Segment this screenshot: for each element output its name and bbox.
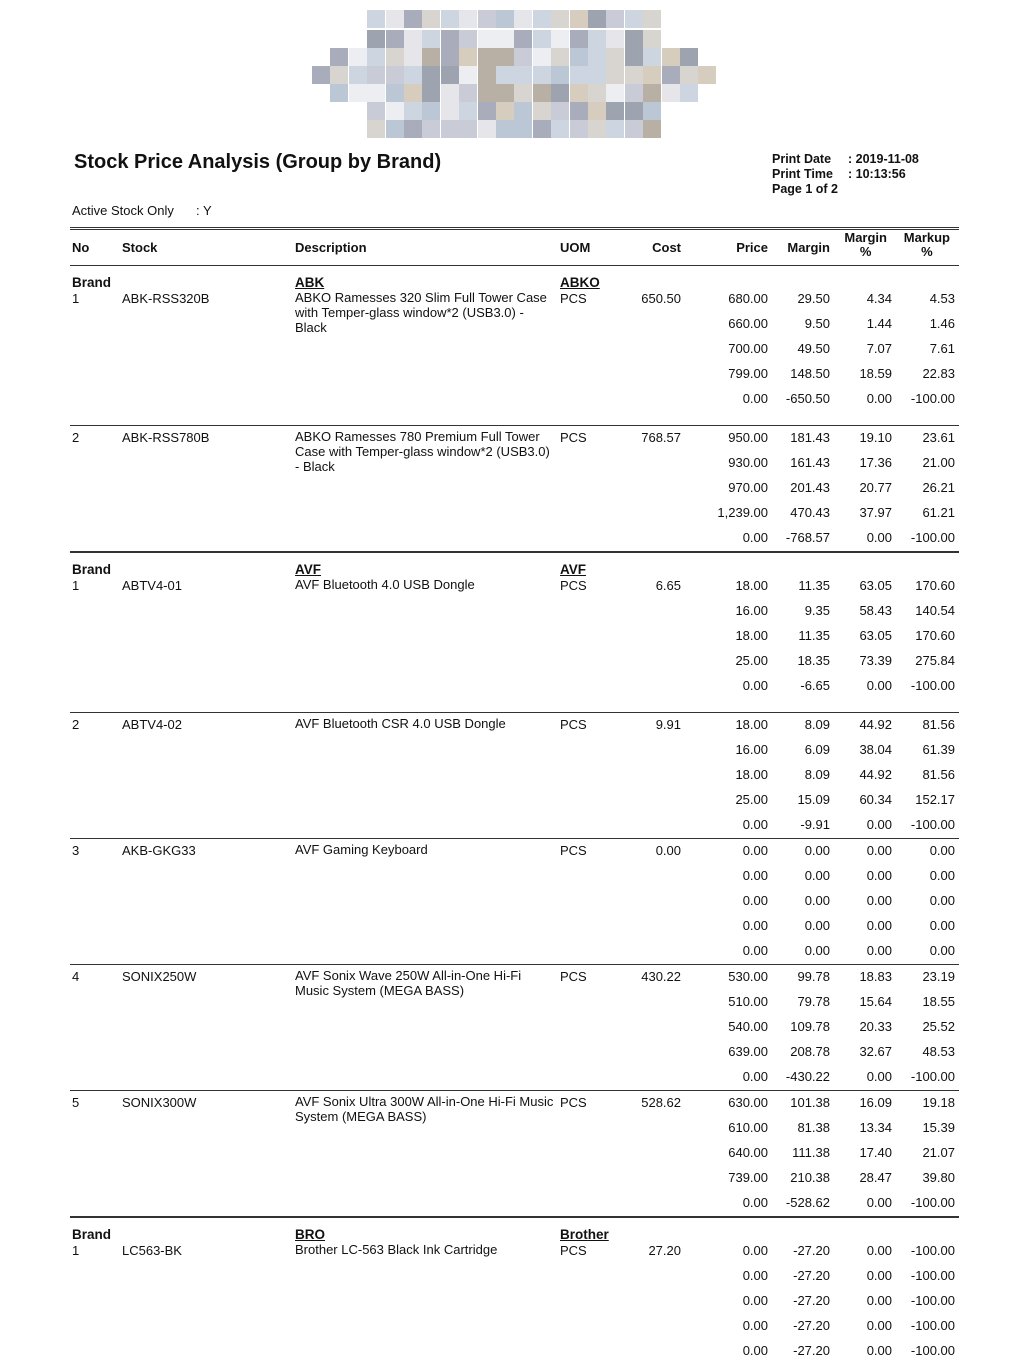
stock-table bbox=[70, 227, 959, 1357]
price-row bbox=[70, 505, 959, 530]
markup-pct: 18.55 bbox=[922, 994, 955, 1009]
margin: -27.20 bbox=[793, 1318, 830, 1333]
margin-pct: 1.44 bbox=[866, 316, 892, 331]
margin: -27.20 bbox=[793, 1268, 830, 1283]
markup-pct: -100.00 bbox=[910, 1293, 955, 1308]
margin: -650.50 bbox=[785, 391, 830, 406]
markup-pct: 7.61 bbox=[929, 341, 955, 356]
brand-name: ABKO bbox=[560, 275, 600, 290]
price: 0.00 bbox=[742, 530, 768, 545]
stock-item bbox=[70, 577, 959, 712]
item-uom: PCS bbox=[560, 1243, 587, 1258]
margin-pct: 15.64 bbox=[859, 994, 892, 1009]
stock-item bbox=[70, 964, 959, 1090]
item-cost: 768.57 bbox=[641, 430, 681, 445]
margin-pct: 0.00 bbox=[866, 1318, 892, 1333]
markup-pct: -100.00 bbox=[910, 817, 955, 832]
price: 950.00 bbox=[728, 430, 768, 445]
margin-pct: 18.59 bbox=[859, 366, 892, 381]
margin: 109.78 bbox=[790, 1019, 830, 1034]
price-row bbox=[70, 653, 959, 678]
markup-pct: 61.39 bbox=[922, 742, 955, 757]
margin: 49.50 bbox=[797, 341, 830, 356]
price: 0.00 bbox=[742, 817, 768, 832]
margin-pct: 28.47 bbox=[859, 1170, 892, 1185]
price: 18.00 bbox=[735, 578, 768, 593]
price-row bbox=[70, 316, 959, 341]
price: 700.00 bbox=[728, 341, 768, 356]
item-cost: 0.00 bbox=[655, 843, 681, 858]
item-cost: 27.20 bbox=[648, 1243, 681, 1258]
margin: 161.43 bbox=[790, 455, 830, 470]
margin-pct: 19.10 bbox=[859, 430, 892, 445]
item-no: 1 bbox=[72, 1243, 80, 1258]
col-price: Price bbox=[736, 240, 768, 255]
item-description: AVF Sonix Wave 250W All-in-One Hi-Fi Music System (MEGA BASS) bbox=[295, 968, 522, 998]
markup-pct: 0.00 bbox=[929, 843, 955, 858]
brand-label: Brand bbox=[72, 275, 112, 290]
markup-pct: 170.60 bbox=[915, 578, 955, 593]
price-row bbox=[70, 994, 959, 1019]
item-cost: 9.91 bbox=[655, 717, 681, 732]
price-row bbox=[70, 1019, 959, 1044]
margin-pct: 17.40 bbox=[859, 1145, 892, 1160]
margin-pct: 37.97 bbox=[859, 505, 892, 520]
print-time-label: Print Time bbox=[772, 167, 833, 181]
item-no: 3 bbox=[72, 843, 80, 858]
margin-pct: 0.00 bbox=[866, 391, 892, 406]
margin: 210.38 bbox=[790, 1170, 830, 1185]
margin: 8.09 bbox=[804, 717, 830, 732]
price: 639.00 bbox=[728, 1044, 768, 1059]
markup-pct: -100.00 bbox=[910, 1243, 955, 1258]
margin: 9.50 bbox=[804, 316, 830, 331]
price-row bbox=[70, 480, 959, 505]
price: 0.00 bbox=[742, 1268, 768, 1283]
markup-pct: -100.00 bbox=[910, 530, 955, 545]
margin-pct: 44.92 bbox=[859, 717, 892, 732]
margin: 29.50 bbox=[797, 291, 830, 306]
item-cost: 6.65 bbox=[655, 578, 681, 593]
report-title: Stock Price Analysis (Group by Brand) bbox=[74, 151, 442, 173]
margin-pct: 0.00 bbox=[866, 1293, 892, 1308]
item-uom: PCS bbox=[560, 969, 587, 984]
stock-item bbox=[70, 1242, 959, 1357]
item-description: AVF Gaming Keyboard bbox=[295, 842, 428, 857]
margin: 8.09 bbox=[804, 767, 830, 782]
margin-pct: 0.00 bbox=[866, 1195, 892, 1210]
item-uom: PCS bbox=[560, 430, 587, 445]
item-description: ABKO Ramesses 320 Slim Full Tower Case with Temper-glass window*2 (USB3.0) - Black bbox=[295, 290, 547, 335]
margin: 181.43 bbox=[790, 430, 830, 445]
markup-pct: 140.54 bbox=[915, 603, 955, 618]
item-description: Brother LC-563 Black Ink Cartridge bbox=[295, 1242, 498, 1257]
price-row bbox=[70, 291, 959, 316]
price-row bbox=[70, 742, 959, 767]
item-uom: PCS bbox=[560, 843, 587, 858]
print-info bbox=[772, 152, 919, 197]
margin-pct: 73.39 bbox=[859, 653, 892, 668]
margin: 11.35 bbox=[798, 628, 830, 643]
markup-pct: -100.00 bbox=[910, 1318, 955, 1333]
margin: -27.20 bbox=[793, 1343, 830, 1357]
item-no: 2 bbox=[72, 430, 80, 445]
margin: 111.38 bbox=[792, 1145, 830, 1160]
markup-pct: 26.21 bbox=[922, 480, 955, 495]
margin: 6.09 bbox=[804, 742, 830, 757]
price: 799.00 bbox=[728, 366, 768, 381]
margin-pct: 58.43 bbox=[859, 603, 892, 618]
margin: -528.62 bbox=[785, 1195, 830, 1210]
price: 16.00 bbox=[735, 603, 768, 618]
item-stock-code: ABTV4-02 bbox=[122, 717, 182, 732]
markup-pct: 1.46 bbox=[929, 316, 955, 331]
markup-pct: -100.00 bbox=[910, 1343, 955, 1357]
item-uom: PCS bbox=[560, 1095, 587, 1110]
price-row bbox=[70, 868, 959, 893]
markup-pct: 48.53 bbox=[922, 1044, 955, 1059]
table-header bbox=[70, 227, 959, 266]
margin-pct: 0.00 bbox=[866, 1343, 892, 1357]
price-row bbox=[70, 1145, 959, 1170]
brand-label: Brand bbox=[72, 562, 112, 577]
price: 18.00 bbox=[735, 767, 768, 782]
col-margin-pct: Margin % bbox=[844, 230, 887, 259]
markup-pct: 4.53 bbox=[929, 291, 955, 306]
margin: 18.35 bbox=[797, 653, 830, 668]
margin: -6.65 bbox=[800, 678, 830, 693]
item-cost: 430.22 bbox=[641, 969, 681, 984]
brand-label: Brand bbox=[72, 1227, 112, 1242]
markup-pct: 0.00 bbox=[929, 943, 955, 958]
margin: 0.00 bbox=[804, 918, 830, 933]
col-description: Description bbox=[295, 240, 367, 255]
price: 0.00 bbox=[742, 843, 768, 858]
price: 0.00 bbox=[742, 1343, 768, 1357]
margin-pct: 44.92 bbox=[859, 767, 892, 782]
markup-pct: 21.00 bbox=[922, 455, 955, 470]
markup-pct: 275.84 bbox=[915, 653, 955, 668]
price-row bbox=[70, 628, 959, 653]
margin-pct: 18.83 bbox=[859, 969, 892, 984]
brand-code: AVF bbox=[295, 562, 321, 577]
item-stock-code: ABK-RSS780B bbox=[122, 430, 210, 445]
price-row bbox=[70, 792, 959, 817]
margin: 11.35 bbox=[798, 578, 830, 593]
item-stock-code: ABK-RSS320B bbox=[122, 291, 210, 306]
markup-pct: -100.00 bbox=[910, 1069, 955, 1084]
margin: 81.38 bbox=[797, 1120, 830, 1135]
margin-pct: 7.07 bbox=[866, 341, 892, 356]
markup-pct: 0.00 bbox=[929, 893, 955, 908]
margin-pct: 0.00 bbox=[866, 678, 892, 693]
price: 630.00 bbox=[728, 1095, 768, 1110]
price: 1,239.00 bbox=[717, 505, 768, 520]
margin: 0.00 bbox=[804, 893, 830, 908]
price-row bbox=[70, 843, 959, 868]
stock-item bbox=[70, 712, 959, 838]
margin: 148.50 bbox=[790, 366, 830, 381]
item-uom: PCS bbox=[560, 291, 587, 306]
markup-pct: -100.00 bbox=[910, 1195, 955, 1210]
margin-pct: 4.34 bbox=[866, 291, 892, 306]
item-stock-code: SONIX250W bbox=[122, 969, 197, 984]
margin-pct: 20.33 bbox=[859, 1019, 892, 1034]
margin-pct: 0.00 bbox=[866, 843, 892, 858]
col-margin: Margin bbox=[787, 240, 830, 255]
col-markup-pct: Markup % bbox=[903, 230, 950, 259]
item-description: AVF Bluetooth CSR 4.0 USB Dongle bbox=[295, 716, 506, 731]
brand-code: BRO bbox=[295, 1227, 325, 1242]
item-description: AVF Bluetooth 4.0 USB Dongle bbox=[295, 577, 475, 592]
price-row bbox=[70, 1318, 959, 1343]
margin: -27.20 bbox=[793, 1243, 830, 1258]
margin: -27.20 bbox=[793, 1293, 830, 1308]
markup-pct: 81.56 bbox=[922, 767, 955, 782]
margin-pct: 0.00 bbox=[866, 1268, 892, 1283]
price: 970.00 bbox=[728, 480, 768, 495]
margin-pct: 17.36 bbox=[859, 455, 892, 470]
markup-pct: 21.07 bbox=[922, 1145, 955, 1160]
price: 0.00 bbox=[742, 1293, 768, 1308]
margin: 101.38 bbox=[790, 1095, 830, 1110]
margin: -768.57 bbox=[785, 530, 830, 545]
price-row bbox=[70, 1120, 959, 1145]
page-number: Page 1 of 2 bbox=[772, 182, 838, 196]
item-no: 2 bbox=[72, 717, 80, 732]
price-row bbox=[70, 1044, 959, 1069]
price: 530.00 bbox=[728, 969, 768, 984]
print-time: : 10:13:56 bbox=[848, 167, 906, 181]
margin-pct: 0.00 bbox=[866, 943, 892, 958]
item-stock-code: LC563-BK bbox=[122, 1243, 182, 1258]
margin-pct: 38.04 bbox=[859, 742, 892, 757]
margin-pct: 63.05 bbox=[859, 578, 892, 593]
markup-pct: 25.52 bbox=[922, 1019, 955, 1034]
print-date-label: Print Date bbox=[772, 152, 832, 166]
markup-pct: 61.21 bbox=[922, 505, 955, 520]
margin: 99.78 bbox=[797, 969, 830, 984]
price-row bbox=[70, 678, 959, 703]
margin: 470.43 bbox=[790, 505, 830, 520]
price: 930.00 bbox=[728, 455, 768, 470]
filter-label: Active Stock Only bbox=[72, 203, 174, 218]
margin: 208.78 bbox=[790, 1044, 830, 1059]
price: 0.00 bbox=[742, 391, 768, 406]
markup-pct: 0.00 bbox=[929, 868, 955, 883]
markup-pct: 15.39 bbox=[922, 1120, 955, 1135]
price-row bbox=[70, 969, 959, 994]
price: 18.00 bbox=[735, 628, 768, 643]
price: 510.00 bbox=[728, 994, 768, 1009]
price-row bbox=[70, 893, 959, 918]
price-row bbox=[70, 1293, 959, 1318]
brand-code: ABK bbox=[295, 275, 325, 290]
margin-pct: 0.00 bbox=[866, 918, 892, 933]
price: 18.00 bbox=[735, 717, 768, 732]
item-no: 1 bbox=[72, 291, 80, 306]
markup-pct: -100.00 bbox=[910, 1268, 955, 1283]
col-no: No bbox=[72, 240, 90, 255]
table-body bbox=[70, 266, 959, 1357]
markup-pct: 0.00 bbox=[929, 918, 955, 933]
price: 660.00 bbox=[728, 316, 768, 331]
price: 0.00 bbox=[742, 678, 768, 693]
price: 0.00 bbox=[742, 1318, 768, 1333]
margin-pct: 60.34 bbox=[859, 792, 892, 807]
margin-pct: 0.00 bbox=[866, 893, 892, 908]
margin-pct: 32.67 bbox=[859, 1044, 892, 1059]
stock-item bbox=[70, 838, 959, 964]
col-uom: UOM bbox=[560, 240, 591, 255]
price-row bbox=[70, 767, 959, 792]
margin: -9.91 bbox=[800, 817, 830, 832]
margin-pct: 0.00 bbox=[866, 817, 892, 832]
margin: 9.35 bbox=[804, 603, 830, 618]
margin-pct: 0.00 bbox=[866, 868, 892, 883]
markup-pct: 81.56 bbox=[922, 717, 955, 732]
stock-item bbox=[70, 1090, 959, 1216]
price-row bbox=[70, 717, 959, 742]
col-stock: Stock bbox=[122, 240, 158, 255]
price: 0.00 bbox=[742, 893, 768, 908]
price: 640.00 bbox=[728, 1145, 768, 1160]
item-cost: 528.62 bbox=[641, 1095, 681, 1110]
markup-pct: 19.18 bbox=[922, 1095, 955, 1110]
item-stock-code: SONIX300W bbox=[122, 1095, 197, 1110]
item-no: 5 bbox=[72, 1095, 80, 1110]
price-row bbox=[70, 1268, 959, 1293]
margin-pct: 13.34 bbox=[859, 1120, 892, 1135]
brand-name: AVF bbox=[560, 562, 586, 577]
item-uom: PCS bbox=[560, 717, 587, 732]
price: 16.00 bbox=[735, 742, 768, 757]
price-row bbox=[70, 1170, 959, 1195]
margin: 79.78 bbox=[797, 994, 830, 1009]
price-row bbox=[70, 1095, 959, 1120]
margin: 0.00 bbox=[804, 843, 830, 858]
price-row bbox=[70, 1343, 959, 1357]
price: 25.00 bbox=[735, 653, 768, 668]
price: 610.00 bbox=[728, 1120, 768, 1135]
price: 0.00 bbox=[742, 1195, 768, 1210]
price: 739.00 bbox=[728, 1170, 768, 1185]
price: 680.00 bbox=[728, 291, 768, 306]
margin-pct: 0.00 bbox=[866, 1243, 892, 1258]
markup-pct: -100.00 bbox=[910, 678, 955, 693]
price: 25.00 bbox=[735, 792, 768, 807]
price-row bbox=[70, 918, 959, 943]
item-no: 4 bbox=[72, 969, 80, 984]
markup-pct: 152.17 bbox=[915, 792, 955, 807]
markup-pct: 23.19 bbox=[922, 969, 955, 984]
stock-item bbox=[70, 290, 959, 425]
price: 0.00 bbox=[742, 868, 768, 883]
item-uom: PCS bbox=[560, 578, 587, 593]
price-row bbox=[70, 430, 959, 455]
company-logo-blurred bbox=[312, 10, 718, 150]
item-description: AVF Sonix Ultra 300W All-in-One Hi-Fi Music System (MEGA BASS) bbox=[295, 1094, 554, 1124]
price-row bbox=[70, 603, 959, 628]
filter-line bbox=[72, 203, 212, 218]
margin-pct: 20.77 bbox=[859, 480, 892, 495]
margin: 0.00 bbox=[804, 943, 830, 958]
col-cost: Cost bbox=[652, 240, 681, 255]
price: 0.00 bbox=[742, 1243, 768, 1258]
item-no: 1 bbox=[72, 578, 80, 593]
price-row bbox=[70, 341, 959, 366]
price-row bbox=[70, 366, 959, 391]
filter-value: : Y bbox=[196, 203, 212, 218]
markup-pct: -100.00 bbox=[910, 391, 955, 406]
markup-pct: 22.83 bbox=[922, 366, 955, 381]
margin-pct: 63.05 bbox=[859, 628, 892, 643]
margin: -430.22 bbox=[785, 1069, 830, 1084]
markup-pct: 23.61 bbox=[922, 430, 955, 445]
item-stock-code: ABTV4-01 bbox=[122, 578, 182, 593]
margin: 15.09 bbox=[797, 792, 830, 807]
price-row bbox=[70, 1243, 959, 1268]
print-date: : 2019-11-08 bbox=[848, 152, 919, 166]
price: 0.00 bbox=[742, 918, 768, 933]
price-row bbox=[70, 578, 959, 603]
margin-pct: 0.00 bbox=[866, 530, 892, 545]
margin-pct: 16.09 bbox=[859, 1095, 892, 1110]
price: 540.00 bbox=[728, 1019, 768, 1034]
margin-pct: 0.00 bbox=[866, 1069, 892, 1084]
item-stock-code: AKB-GKG33 bbox=[122, 843, 196, 858]
price: 0.00 bbox=[742, 943, 768, 958]
price-row bbox=[70, 455, 959, 480]
price: 0.00 bbox=[742, 1069, 768, 1084]
markup-pct: 39.80 bbox=[922, 1170, 955, 1185]
brand-name: Brother bbox=[560, 1227, 609, 1242]
margin: 0.00 bbox=[804, 868, 830, 883]
item-description: ABKO Ramesses 780 Premium Full Tower Case with Temper-glass window*2 (USB3.0) - Black bbox=[295, 429, 550, 474]
markup-pct: 170.60 bbox=[915, 628, 955, 643]
margin: 201.43 bbox=[790, 480, 830, 495]
stock-item bbox=[70, 425, 959, 551]
item-cost: 650.50 bbox=[641, 291, 681, 306]
price-row bbox=[70, 391, 959, 416]
